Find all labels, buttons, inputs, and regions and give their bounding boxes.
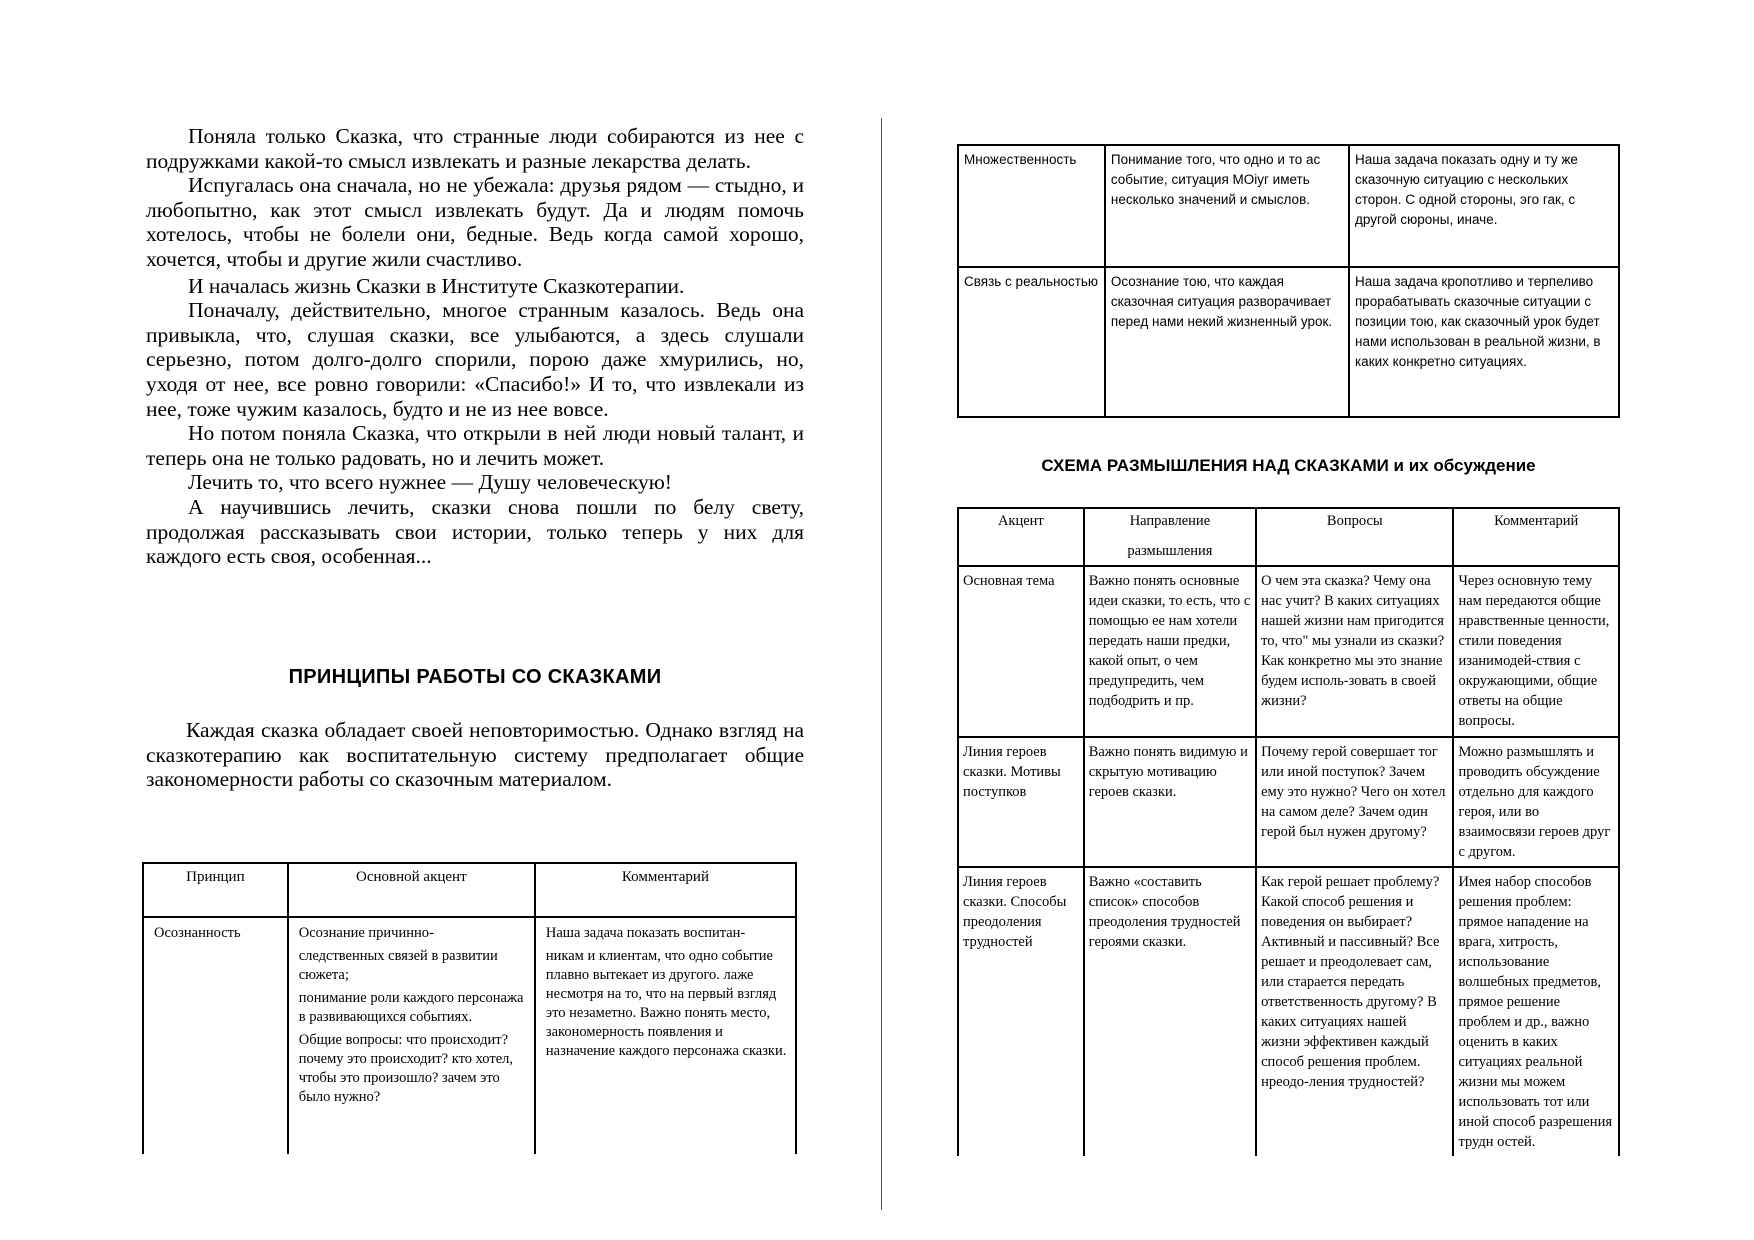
comment-cell: Можно размышлять и проводить обсуждение отдельно для каждого героя, или во взаимосвязи героев друг с другом.	[1453, 737, 1619, 867]
table-row	[958, 267, 1619, 417]
table-row	[958, 867, 1619, 1156]
questions-cell: О чем эта сказка? Чему она нас учит? В каких ситуациях нашей жизни нам пригодится то, что" мы узнали из сказки? Как конкретно мы это знание будем исполь-зовать в своей жизни?	[1256, 566, 1453, 737]
questions-cell: Почему герой совершает тог или иной поступок? Зачем ему это нужно? Чего он хотел на самом деле? Зачем один герой был нужен другому?	[1256, 737, 1453, 867]
intro-paragraph: Каждая сказка обладает своей неповторимостью. Однако взгляд на сказкотерапию как воспитательную систему предполагает общие закономерности работы со сказочным материалом.	[146, 718, 804, 792]
accent-cell: Линия героев сказки. Способы преодоления трудностей	[958, 867, 1084, 1156]
column-header: Комментарий	[535, 863, 796, 917]
paragraph: Лечить то, что всего нужнее — Душу человеческую!	[188, 470, 672, 495]
cell-text: Осознание причинно-	[298, 925, 434, 941]
paragraph: А научившись лечить, сказки снова пошли по белу свету, продолжая рассказывать свои истории, только теперь у них для каждого есть своя, особенная...	[146, 494, 804, 569]
column-header: Принцип	[143, 863, 288, 917]
accent-cell: Линия героев сказки. Мотивы поступков	[958, 737, 1084, 867]
principle-cell: Множественность	[958, 145, 1105, 267]
cell-text: следственных связей в развитии сюжета;	[298, 948, 498, 983]
comment-cell: Наша задача кропотливо и терпеливо прорабатывать сказочные ситуации с позиции тою, как сказочный урок будет нами использован в реальной жизни, в каких конкретно ситуациях.	[1349, 267, 1619, 417]
comment-cell: Через основную тему нам передаются общие нравственные ценности, стили поведения изанимодей-ствия с окружающими, общие ответы на общие вопросы.	[1453, 566, 1619, 737]
accent-cell: Основная тема	[958, 566, 1084, 737]
header-line: размышления	[1127, 543, 1213, 559]
paragraph: Поняла только Сказка, что странные люди собираются из нее с подружками какой-то смысл извлекать и разные лекарства делать.	[146, 124, 804, 173]
direction-cell: Важно «составить список» способов преодоления трудностей героями сказки.	[1084, 867, 1256, 1156]
principle-cell: Осознанность	[143, 917, 288, 1154]
column-header: Вопросы	[1256, 508, 1453, 566]
column-header	[1084, 508, 1256, 566]
accent-cell: Понимание того, что одно и то ас событие, ситуация МОiуг иметь несколько значений и смыслов.	[1105, 145, 1349, 267]
comment-cell: Наша задача показать одну и ту же сказочную ситуацию с нескольких сторон. С одной стороны, эго гак, с другой сюроны, иначе.	[1349, 145, 1619, 267]
accent-cell: Осознание тою, что каждая сказочная ситуация разворачивает перед нами некий жизненный урок.	[1105, 267, 1349, 417]
cell-text: понимание роли каждого персонажа в развивающихся событиях.	[298, 990, 524, 1025]
paragraph: И началась жизнь Сказки в Институте Сказкотерапии.	[188, 273, 685, 298]
column-header: Комментарий	[1453, 508, 1619, 566]
paragraph: Испугалась она сначала, но не убежала: друзья рядом — стыдно, и любопытно, как этот смысл извлекать будут. Да и людям помочь хотелось, чтобы не болели они, бедные. Ведь когда самой хорошо, хочется, чтобы и другие жили счастливо.	[146, 173, 804, 271]
principle-cell: Связь с реальностью	[958, 267, 1105, 417]
paragraph: Поначалу, действительно, многое странным казалось. Ведь она привыкла, что, слушая сказки, все улыбаются, а здесь слушали серьезно, потом долго-долго спорили, порою даже хмурились, но, уходя от нее, все ровно говорили: «Спасибо!» И то, что извлекали из нее, тоже чужим казалось, будто и не из нее вовсе.	[146, 298, 804, 421]
cell-text: никам и клиентам, что одно событие плавно вытекает из другого. лаже несмотря на то, что на первый взгляд это незаметно. Важно понять место, закономерность появления и назначение каждого персонажа сказки.	[545, 948, 787, 1059]
paragraph: Но потом поняла Сказка, что открыли в ней люди новый талант, и теперь она не только радовать, но и лечить может.	[146, 421, 804, 470]
scheme-title: СХЕМА РАЗМЫШЛЕНИЯ НАД СКАЗКАМИ и их обсуждение	[1041, 456, 1536, 475]
section-title: ПРИНЦИПЫ РАБОТЫ СО СКАЗКАМИ	[288, 666, 662, 688]
comment-cell: Имея набор способов решения проблем: прямое нападение на врага, хитрость, использование волшебных предметов, прямое решение проблем и др., важно оценить в каких ситуациях реальной жизни мы можем использовать тот или иной способ разрешения трудн остей.	[1453, 867, 1619, 1156]
direction-cell: Важно понять основные идеи сказки, то есть, что с помощью ее нам хотели передать наши предки, какой опыт, о чем предупредить, чем подбодрить и пр.	[1084, 566, 1256, 737]
questions-cell: Как герой решает проблему? Какой способ решения и поведения он выбирает? Активный и пассивный? Все решает и преодолевает сам, или старается передать ответственность другому? В каких ситуациях нашей жизни эффективен каждый способ решения проблем. нреодо-ления трудностей?	[1256, 867, 1453, 1156]
cell-text: Общие вопросы: что происходит? почему это происходит? кто хотел, чтобы это произошло? зачем это было нужно?	[298, 1032, 513, 1105]
principles-table-continued	[957, 144, 1620, 418]
table-row	[958, 737, 1619, 867]
direction-cell: Важно понять видимую и скрытую мотивацию героев сказки.	[1084, 737, 1256, 867]
table-row	[958, 566, 1619, 737]
table-header-row	[958, 508, 1619, 566]
scheme-table	[957, 507, 1620, 1156]
table-row	[958, 145, 1619, 267]
cell-text: Наша задача показать воспитан-	[545, 925, 746, 941]
column-header: Акцент	[958, 508, 1084, 566]
column-header: Основной акцент	[288, 863, 535, 917]
header-line: Направление	[1129, 513, 1211, 529]
